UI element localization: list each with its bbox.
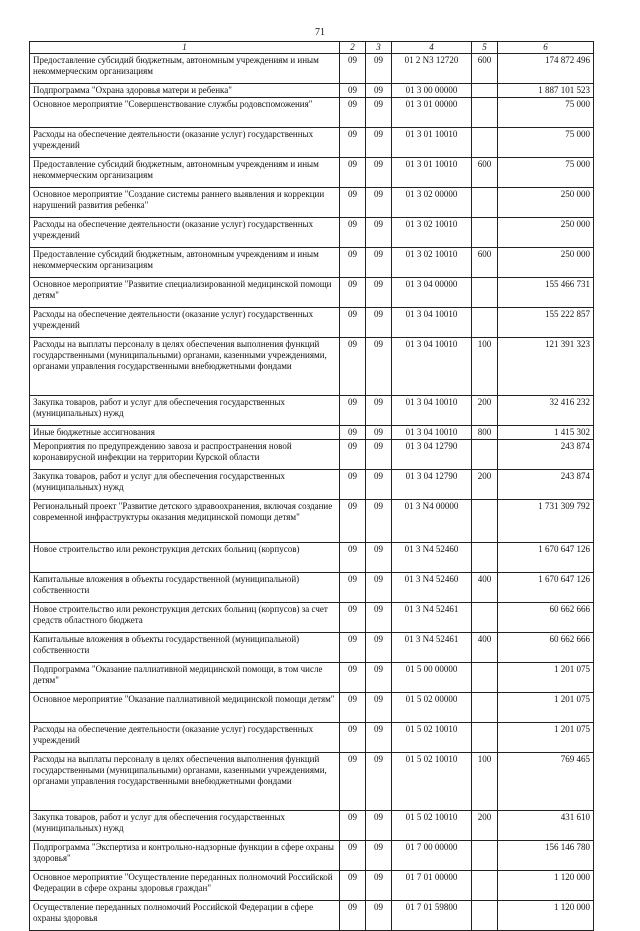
row-name-cell: Подпрограмма "Оказание паллиативной медицинской помощи, в том числе детям" <box>30 663 340 693</box>
row-subsection-cell: 09 <box>366 663 392 693</box>
row-section-cell: 09 <box>340 663 366 693</box>
row-amount-cell: 243 874 <box>498 440 594 470</box>
table-row <box>30 278 594 308</box>
table-row <box>30 128 594 158</box>
row-target-code-cell: 01 7 00 00000 <box>392 841 472 871</box>
row-subsection-cell: 09 <box>366 633 392 663</box>
row-name-cell: Основное мероприятие "Осуществление переданных полномочий Российской Федерации в сфере охраны здоровья граждан" <box>30 871 340 901</box>
table-row <box>30 54 594 84</box>
row-section-cell: 09 <box>340 633 366 663</box>
row-name-cell: Расходы на обеспечение деятельности (оказание услуг) государственных учреждений <box>30 218 340 248</box>
row-section-cell: 09 <box>340 84 366 98</box>
row-expense-type-cell <box>472 693 498 723</box>
row-target-code-cell: 01 3 04 10010 <box>392 396 472 426</box>
row-target-code-cell: 01 3 04 10010 <box>392 426 472 440</box>
row-target-code-cell: 01 3 04 12790 <box>392 470 472 500</box>
row-subsection-cell: 09 <box>366 811 392 841</box>
row-expense-type-cell <box>472 188 498 218</box>
row-section-cell: 09 <box>340 128 366 158</box>
table-row <box>30 338 594 396</box>
row-name-cell: Закупка товаров, работ и услуг для обеспечения государственных (муниципальных) нужд <box>30 396 340 426</box>
table-row <box>30 158 594 188</box>
table-row <box>30 308 594 338</box>
row-name-cell: Расходы на обеспечение деятельности (оказание услуг) государственных учреждений <box>30 128 340 158</box>
table-row <box>30 396 594 426</box>
row-name-cell: Предоставление субсидий бюджетным, автономным учреждениям и иным некоммерческим организациям <box>30 54 340 84</box>
row-expense-type-cell <box>472 218 498 248</box>
row-expense-type-cell <box>472 440 498 470</box>
row-expense-type-cell <box>472 308 498 338</box>
row-section-cell: 09 <box>340 753 366 811</box>
row-subsection-cell: 09 <box>366 901 392 931</box>
row-section-cell: 09 <box>340 470 366 500</box>
row-subsection-cell: 09 <box>366 871 392 901</box>
table-row <box>30 901 594 931</box>
row-section-cell: 09 <box>340 54 366 84</box>
row-amount-cell: 75 000 <box>498 158 594 188</box>
row-amount-cell: 1 670 647 126 <box>498 573 594 603</box>
row-name-cell: Осуществление переданных полномочий Российской Федерации в сфере охраны здоровья <box>30 901 340 931</box>
row-target-code-cell: 01 7 01 59800 <box>392 901 472 931</box>
row-name-cell: Региональный проект "Развитие детского здравоохранения, включая создание современной инфраструктуры оказания медицинской помощи детям" <box>30 500 340 543</box>
row-amount-cell: 75 000 <box>498 98 594 128</box>
row-amount-cell: 60 662 666 <box>498 603 594 633</box>
table-row <box>30 98 594 128</box>
row-target-code-cell: 01 3 01 10010 <box>392 158 472 188</box>
row-subsection-cell: 09 <box>366 278 392 308</box>
row-subsection-cell: 09 <box>366 158 392 188</box>
table-row <box>30 84 594 98</box>
row-section-cell: 09 <box>340 98 366 128</box>
row-target-code-cell: 01 3 04 10010 <box>392 338 472 396</box>
row-name-cell: Основное мероприятие "Развитие специализированной медицинской помощи детям" <box>30 278 340 308</box>
row-subsection-cell: 09 <box>366 500 392 543</box>
row-subsection-cell: 09 <box>366 54 392 84</box>
row-amount-cell: 60 662 666 <box>498 633 594 663</box>
row-section-cell: 09 <box>340 543 366 573</box>
row-amount-cell: 1 415 302 <box>498 426 594 440</box>
row-section-cell: 09 <box>340 338 366 396</box>
row-expense-type-cell: 100 <box>472 338 498 396</box>
row-name-cell: Закупка товаров, работ и услуг для обеспечения государственных (муниципальных) нужд <box>30 470 340 500</box>
row-target-code-cell: 01 3 01 10010 <box>392 128 472 158</box>
row-target-code-cell: 01 5 02 10010 <box>392 723 472 753</box>
row-amount-cell: 1 120 000 <box>498 901 594 931</box>
row-name-cell: Предоставление субсидий бюджетным, автономным учреждениям и иным некоммерческим организациям <box>30 158 340 188</box>
row-section-cell: 09 <box>340 603 366 633</box>
table-row <box>30 693 594 723</box>
row-target-code-cell: 01 3 02 10010 <box>392 218 472 248</box>
table-header-row <box>30 42 594 54</box>
row-amount-cell: 431 610 <box>498 811 594 841</box>
row-expense-type-cell: 600 <box>472 54 498 84</box>
table-row <box>30 188 594 218</box>
row-amount-cell: 769 465 <box>498 753 594 811</box>
row-amount-cell: 174 872 496 <box>498 54 594 84</box>
row-target-code-cell: 01 3 02 10010 <box>392 248 472 278</box>
row-target-code-cell: 01 3 01 00000 <box>392 98 472 128</box>
row-subsection-cell: 09 <box>366 603 392 633</box>
row-expense-type-cell <box>472 84 498 98</box>
row-expense-type-cell <box>472 723 498 753</box>
row-subsection-cell: 09 <box>366 470 392 500</box>
row-amount-cell: 250 000 <box>498 248 594 278</box>
row-section-cell: 09 <box>340 901 366 931</box>
row-subsection-cell: 09 <box>366 693 392 723</box>
row-subsection-cell: 09 <box>366 543 392 573</box>
table-row <box>30 470 594 500</box>
row-amount-cell: 1 201 075 <box>498 663 594 693</box>
row-target-code-cell: 01 5 00 00000 <box>392 663 472 693</box>
row-amount-cell: 1 201 075 <box>498 693 594 723</box>
row-amount-cell: 155 466 731 <box>498 278 594 308</box>
row-subsection-cell: 09 <box>366 128 392 158</box>
row-subsection-cell: 09 <box>366 248 392 278</box>
row-section-cell: 09 <box>340 158 366 188</box>
row-amount-cell: 75 000 <box>498 128 594 158</box>
row-subsection-cell: 09 <box>366 338 392 396</box>
row-name-cell: Новое строительство или реконструкция детских больниц (корпусов) за счет средств областного бюджета <box>30 603 340 633</box>
column-header: 4 <box>392 42 472 54</box>
row-name-cell: Предоставление субсидий бюджетным, автономным учреждениям и иным некоммерческим организациям <box>30 248 340 278</box>
table-row <box>30 543 594 573</box>
row-target-code-cell: 01 5 02 00000 <box>392 693 472 723</box>
row-section-cell: 09 <box>340 723 366 753</box>
row-target-code-cell: 01 3 04 00000 <box>392 278 472 308</box>
row-name-cell: Основное мероприятие "Совершенствование службы родовспоможения" <box>30 98 340 128</box>
row-amount-cell: 1 731 309 792 <box>498 500 594 543</box>
table-row <box>30 723 594 753</box>
row-amount-cell: 121 391 323 <box>498 338 594 396</box>
column-header: 3 <box>366 42 392 54</box>
row-expense-type-cell <box>472 543 498 573</box>
row-name-cell: Расходы на обеспечение деятельности (оказание услуг) государственных учреждений <box>30 308 340 338</box>
row-expense-type-cell <box>472 901 498 931</box>
row-expense-type-cell: 200 <box>472 470 498 500</box>
row-name-cell: Новое строительство или реконструкция детских больниц (корпусов) <box>30 543 340 573</box>
row-subsection-cell: 09 <box>366 573 392 603</box>
row-expense-type-cell <box>472 663 498 693</box>
column-header: 2 <box>340 42 366 54</box>
row-expense-type-cell: 200 <box>472 811 498 841</box>
table-row <box>30 500 594 543</box>
table-row <box>30 218 594 248</box>
row-target-code-cell: 01 2 N3 12720 <box>392 54 472 84</box>
row-amount-cell: 243 874 <box>498 470 594 500</box>
row-expense-type-cell: 100 <box>472 753 498 811</box>
row-amount-cell: 155 222 857 <box>498 308 594 338</box>
row-expense-type-cell <box>472 841 498 871</box>
table-row <box>30 603 594 633</box>
row-target-code-cell: 01 5 02 10010 <box>392 753 472 811</box>
row-target-code-cell: 01 3 N4 52461 <box>392 633 472 663</box>
row-target-code-cell: 01 3 N4 00000 <box>392 500 472 543</box>
table-row <box>30 248 594 278</box>
row-target-code-cell: 01 3 04 10010 <box>392 308 472 338</box>
table-row <box>30 871 594 901</box>
row-section-cell: 09 <box>340 440 366 470</box>
row-expense-type-cell: 600 <box>472 158 498 188</box>
table-row <box>30 841 594 871</box>
row-name-cell: Капитальные вложения в объекты государственной (муниципальной) собственности <box>30 573 340 603</box>
row-subsection-cell: 09 <box>366 84 392 98</box>
row-target-code-cell: 01 5 02 10010 <box>392 811 472 841</box>
row-name-cell: Расходы на выплаты персоналу в целях обеспечения выполнения функций государственными (муниципальными) органами, казенными учреждениями, органами управления государственными внебюджетными фондами <box>30 753 340 811</box>
row-target-code-cell: 01 3 N4 52460 <box>392 543 472 573</box>
row-expense-type-cell: 600 <box>472 248 498 278</box>
row-subsection-cell: 09 <box>366 426 392 440</box>
row-subsection-cell: 09 <box>366 218 392 248</box>
row-expense-type-cell <box>472 603 498 633</box>
row-section-cell: 09 <box>340 573 366 603</box>
page-number: 71 <box>315 27 325 38</box>
row-expense-type-cell <box>472 500 498 543</box>
row-expense-type-cell <box>472 278 498 308</box>
row-amount-cell: 156 146 780 <box>498 841 594 871</box>
table-row <box>30 426 594 440</box>
row-target-code-cell: 01 3 02 00000 <box>392 188 472 218</box>
row-expense-type-cell: 400 <box>472 633 498 663</box>
row-expense-type-cell: 400 <box>472 573 498 603</box>
row-section-cell: 09 <box>340 396 366 426</box>
row-section-cell: 09 <box>340 500 366 543</box>
column-header: 6 <box>498 42 594 54</box>
column-header: 1 <box>30 42 340 54</box>
row-section-cell: 09 <box>340 841 366 871</box>
row-expense-type-cell: 800 <box>472 426 498 440</box>
row-name-cell: Подпрограмма "Охрана здоровья матери и ребенка" <box>30 84 340 98</box>
row-target-code-cell: 01 7 01 00000 <box>392 871 472 901</box>
row-subsection-cell: 09 <box>366 723 392 753</box>
row-section-cell: 09 <box>340 811 366 841</box>
row-amount-cell: 32 416 232 <box>498 396 594 426</box>
row-name-cell: Иные бюджетные ассигнования <box>30 426 340 440</box>
row-target-code-cell: 01 3 00 00000 <box>392 84 472 98</box>
row-name-cell: Мероприятия по предупреждению завоза и распространения новой коронавирусной инфекции на территории Курской области <box>30 440 340 470</box>
row-section-cell: 09 <box>340 426 366 440</box>
row-section-cell: 09 <box>340 218 366 248</box>
row-section-cell: 09 <box>340 693 366 723</box>
row-expense-type-cell <box>472 128 498 158</box>
row-subsection-cell: 09 <box>366 308 392 338</box>
row-subsection-cell: 09 <box>366 98 392 128</box>
row-target-code-cell: 01 3 N4 52461 <box>392 603 472 633</box>
row-section-cell: 09 <box>340 248 366 278</box>
row-target-code-cell: 01 3 N4 52460 <box>392 573 472 603</box>
row-amount-cell: 1 887 101 523 <box>498 84 594 98</box>
row-name-cell: Расходы на обеспечение деятельности (оказание услуг) государственных учреждений <box>30 723 340 753</box>
row-target-code-cell: 01 3 04 12790 <box>392 440 472 470</box>
budget-table <box>29 41 594 931</box>
row-section-cell: 09 <box>340 188 366 218</box>
row-subsection-cell: 09 <box>366 753 392 811</box>
row-name-cell: Основное мероприятие "Оказание паллиативной медицинской помощи детям" <box>30 693 340 723</box>
table-row <box>30 633 594 663</box>
row-subsection-cell: 09 <box>366 396 392 426</box>
table-row <box>30 573 594 603</box>
row-name-cell: Основное мероприятие "Создание системы раннего выявления и коррекции нарушений развития ребенка" <box>30 188 340 218</box>
table-row <box>30 753 594 811</box>
row-subsection-cell: 09 <box>366 841 392 871</box>
table-row <box>30 440 594 470</box>
row-amount-cell: 1 201 075 <box>498 723 594 753</box>
row-name-cell: Подпрограмма "Экспертиза и контрольно-надзорные функции в сфере охраны здоровья" <box>30 841 340 871</box>
column-header: 5 <box>472 42 498 54</box>
row-name-cell: Закупка товаров, работ и услуг для обеспечения государственных (муниципальных) нужд <box>30 811 340 841</box>
row-amount-cell: 1 670 647 126 <box>498 543 594 573</box>
row-amount-cell: 250 000 <box>498 188 594 218</box>
table-row <box>30 811 594 841</box>
row-amount-cell: 250 000 <box>498 218 594 248</box>
row-amount-cell: 1 120 000 <box>498 871 594 901</box>
row-expense-type-cell <box>472 871 498 901</box>
row-name-cell: Расходы на выплаты персоналу в целях обеспечения выполнения функций государственными (муниципальными) органами, казенными учреждениями, органами управления государственными внебюджетными фондами <box>30 338 340 396</box>
row-expense-type-cell <box>472 98 498 128</box>
row-section-cell: 09 <box>340 871 366 901</box>
row-expense-type-cell: 200 <box>472 396 498 426</box>
row-section-cell: 09 <box>340 278 366 308</box>
row-section-cell: 09 <box>340 308 366 338</box>
row-subsection-cell: 09 <box>366 188 392 218</box>
row-subsection-cell: 09 <box>366 440 392 470</box>
row-name-cell: Капитальные вложения в объекты государственной (муниципальной) собственности <box>30 633 340 663</box>
table-row <box>30 663 594 693</box>
